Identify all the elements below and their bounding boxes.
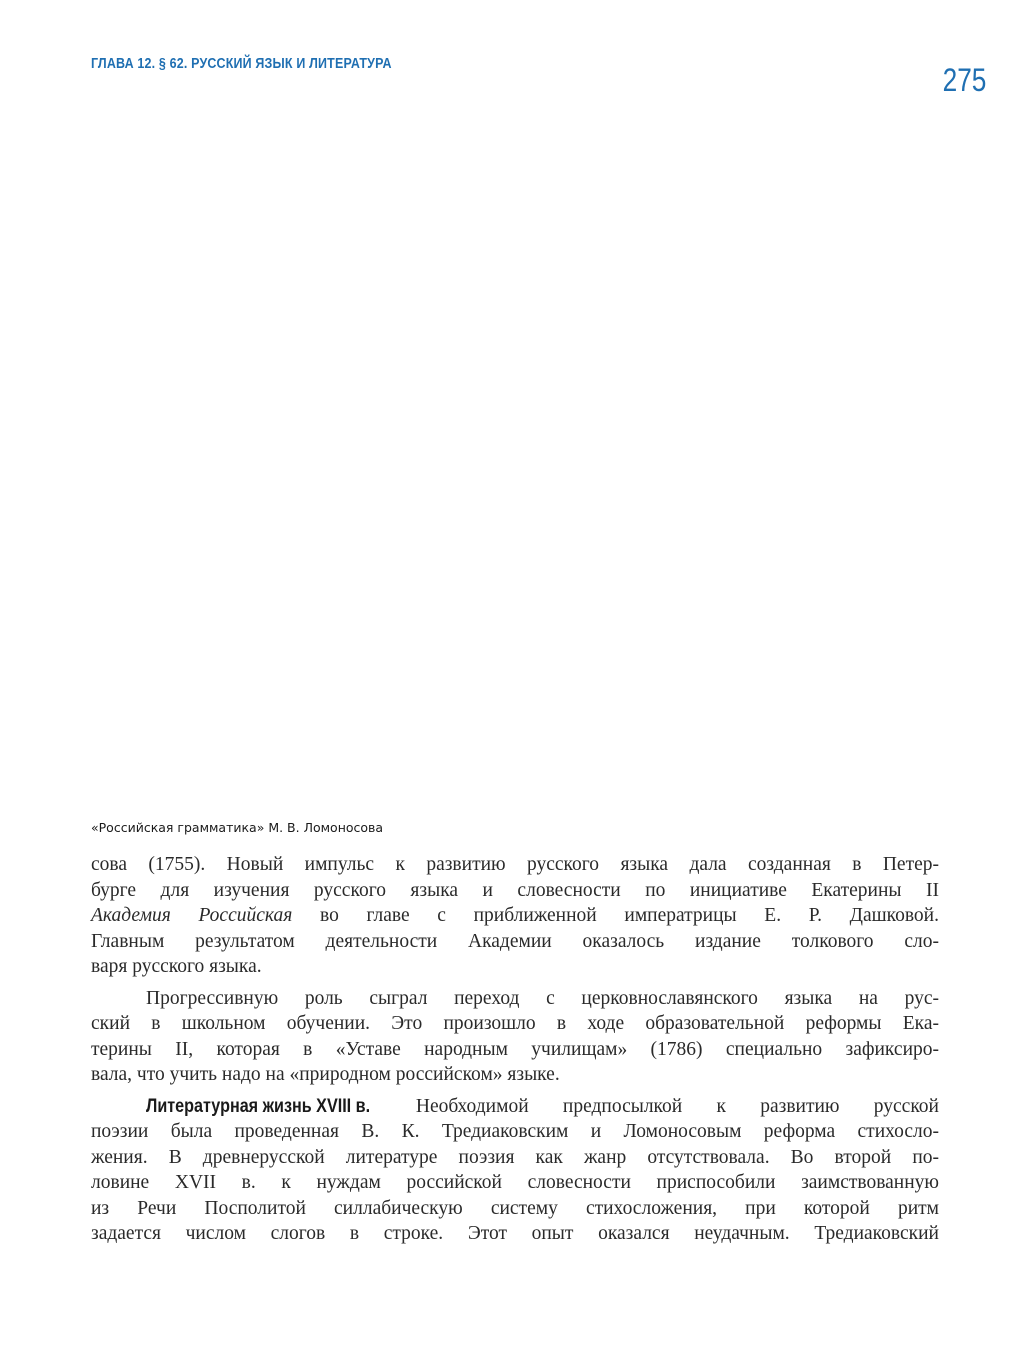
text-line bbox=[91, 903, 939, 929]
text-line bbox=[91, 1094, 939, 1120]
figure-caption: «Российская грамматика» М. В. Ломоносова bbox=[91, 820, 384, 835]
text-line: ский в школьном обучении. Это произошло в ходе образовательной реформы Ека- bbox=[91, 1013, 939, 1034]
text-line: Главным результатом деятельности Академии оказалось издание толкового сло- bbox=[91, 930, 939, 952]
paragraph-2 bbox=[91, 986, 939, 1088]
text-line: задается числом слогов в строке. Этот опыт оказался неудачным. Тредиаковский bbox=[91, 1223, 939, 1244]
text-line: терины II, которая в «Уставе народным училищам» (1786) специально зафиксиро- bbox=[91, 1038, 939, 1060]
text-line: жения. В древнерусской литературе поэзия как жанр отсутствовала. Во второй по- bbox=[91, 1146, 939, 1168]
text-line: варя русского языка. bbox=[91, 956, 262, 977]
text-run: во главе с приближенной императрицы Е. Р. Дашковой. bbox=[292, 905, 939, 926]
italic-term: Академия Российская bbox=[91, 905, 293, 926]
paragraph-3 bbox=[91, 1094, 939, 1247]
text-line: из Речи Посполитой силлабическую систему стихосложения, при которой ритм bbox=[91, 1197, 939, 1219]
text-line: вала, что учить надо на «природном российском» языке. bbox=[91, 1064, 560, 1085]
text-line: поэзии была проведенная В. К. Тредиаковским и Ломоносовым реформа стихосло- bbox=[91, 1121, 939, 1142]
body-text bbox=[91, 852, 939, 1247]
figure-image-area bbox=[91, 110, 946, 810]
text-line: ловине XVII в. к нуждам российской словесности приспособили заимствованную bbox=[91, 1172, 939, 1193]
paragraph-1 bbox=[91, 852, 939, 980]
text-line: сова (1755). Новый импульс к развитию русского языка дала созданная в Петер- bbox=[91, 854, 939, 875]
text-line: Прогрессивную роль сыграл переход с церковнославянского языка на рус- bbox=[146, 987, 939, 1009]
text-line: бурге для изучения русского языка и словесности по инициативе Екатерины II bbox=[91, 879, 939, 901]
page-number: 275 bbox=[942, 62, 986, 98]
running-head: ГЛАВА 12. § 62. РУССКИЙ ЯЗЫК И ЛИТЕРАТУРА bbox=[91, 56, 392, 72]
section-run-in-heading: Литературная жизнь XVIII в. bbox=[146, 1095, 371, 1117]
text-run: Необходимой предпосылкой к развитию русской bbox=[381, 1095, 939, 1117]
